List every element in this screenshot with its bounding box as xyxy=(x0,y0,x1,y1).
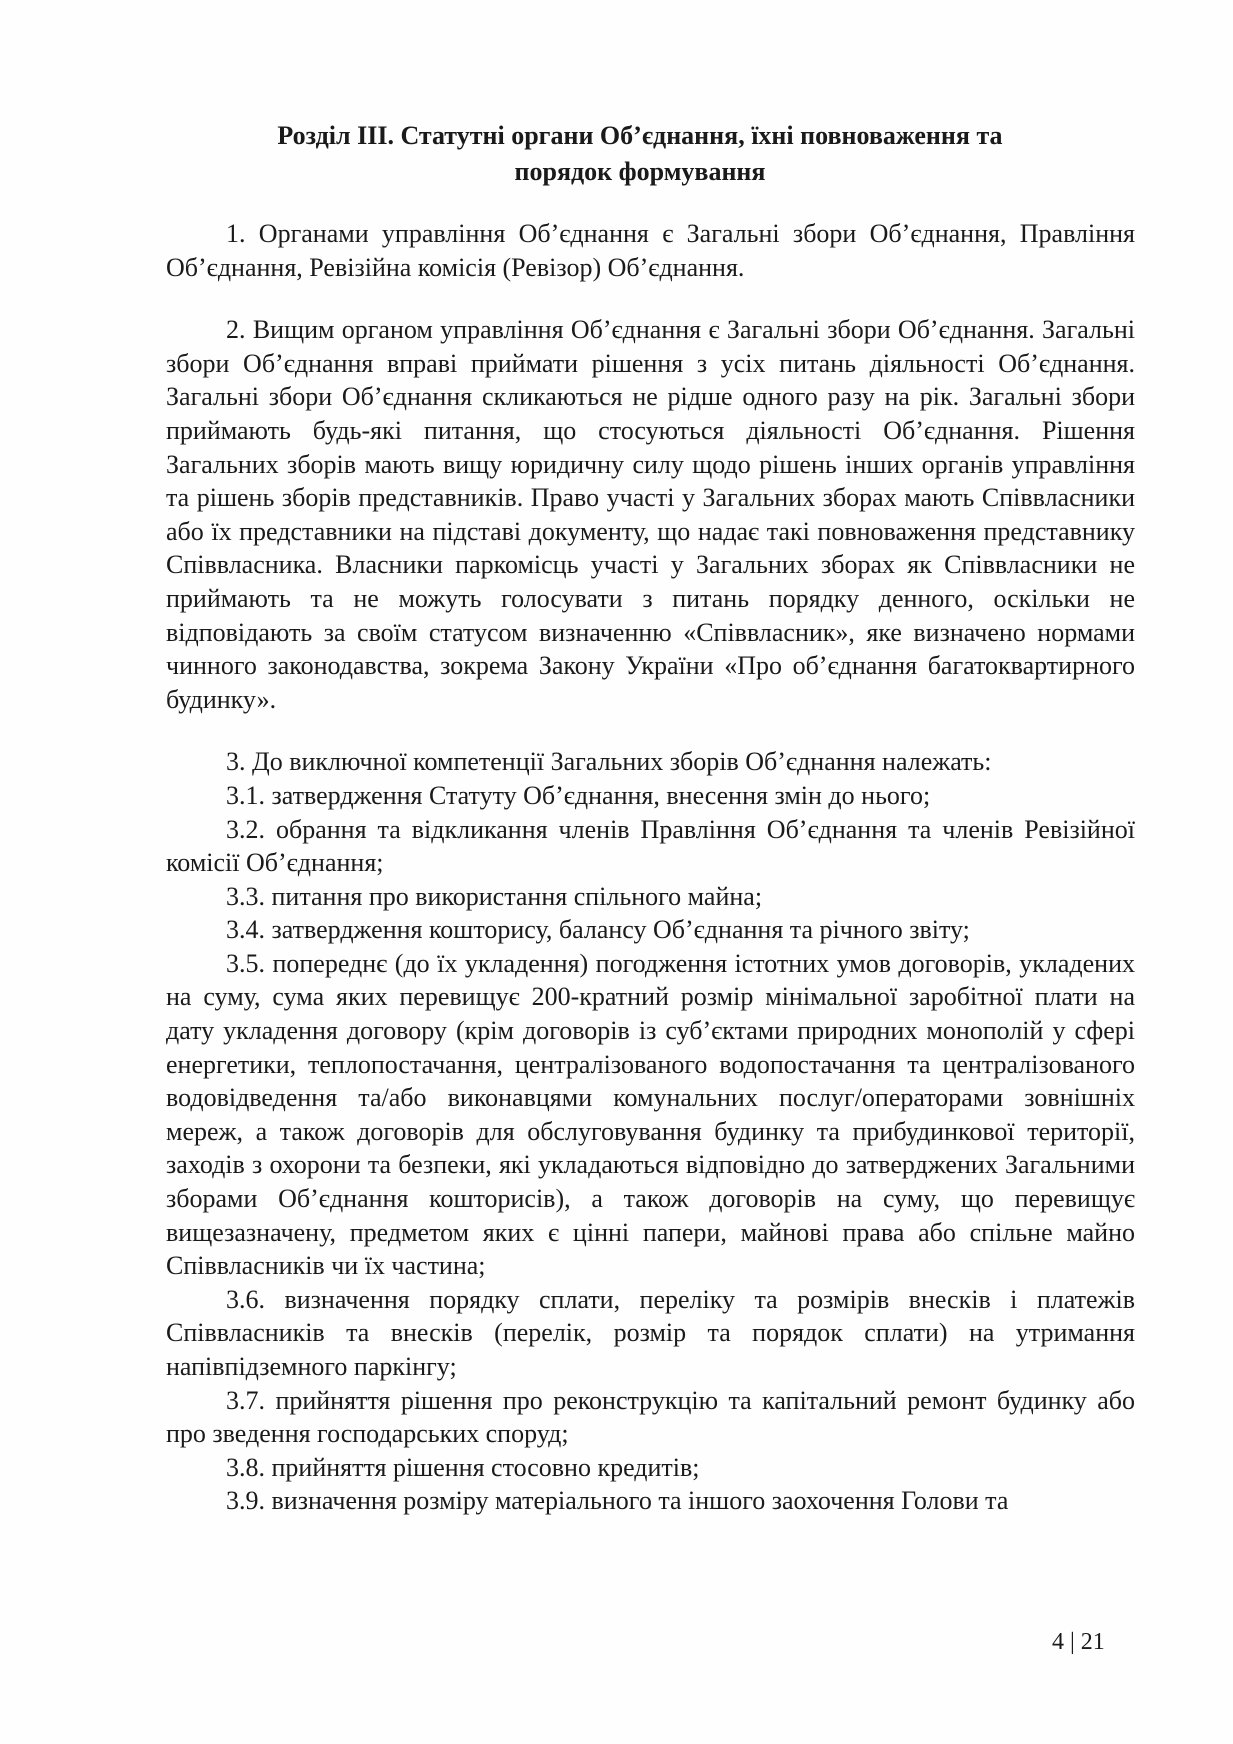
paragraph-3-6: 3.6. визначення порядку сплати, переліку та розмірів внесків і платежів Співвласників та внесків (перелік, розмір та порядок сплати) на утримання напівпідземного паркінгу; xyxy=(166,1284,1135,1381)
paragraph-1: 1. Органами управління Об’єднання є Загальні збори Об’єднання, Правління Об’єднання, Ревізійна комісія (Ревізор) Об’єднання. xyxy=(166,219,1135,282)
paragraph-3-2: 3.2. обрання та відкликання членів Правління Об’єднання та членів Ревізійної комісії Об’єднання; xyxy=(166,814,1135,878)
paragraph-3: 3. До виключної компетенції Загальних зборів Об’єднання належать: xyxy=(226,747,992,777)
paragraph-3-4: 3.4. затвердження кошторису, балансу Об’єднання та річного звіту; xyxy=(226,915,970,945)
document-body xyxy=(166,217,1135,1518)
paragraph-3-5: 3.5. попереднє (до їх укладення) погодження істотних умов договорів, укладених на суму, сума яких перевищує 200-кратний розмір мінімальної заробітної плати на дату укладення договору (крім договорів із суб’єктами природних монополій у сфері енергетики, теплопостачання, централізованого водопостачання та централізованого водовідведення та/або виконавцями комунальних послуг/операторами зовнішніх мереж, а також договорів для обслуговування будинку та прибудинкової території, заходів з охорони та безпеки, які укладаються відповідно до затверджених Загальними зборами Об’єднання кошторисів), а також договорів на суму, що перевищує вищезазначену, предметом яких є цінні папери, майнові права або спільне майно Співвласників чи їх частина; xyxy=(166,948,1135,1281)
section-title-line-1: Розділ III. Статутні органи Об’єднання, їхні повноваження та xyxy=(277,121,1003,150)
paragraph-3-1: 3.1. затвердження Статуту Об’єднання, внесення змін до нього; xyxy=(226,780,931,810)
page-number: 4 | 21 xyxy=(1052,1629,1105,1655)
section-title xyxy=(150,118,1130,190)
paragraph-3-9: 3.9. визначення розміру матеріального та іншого заохочення Голови та xyxy=(226,1486,1009,1516)
paragraph-3-7: 3.7. прийняття рішення про реконструкцію та капітальний ремонт будинку або про зведення господарських споруд; xyxy=(166,1385,1135,1449)
paragraph-3-8: 3.8. прийняття рішення стосовно кредитів; xyxy=(226,1452,700,1482)
paragraph-2: 2. Вищим органом управління Об’єднання є Загальні збори Об’єднання. Загальні збори Об’єднання вправі приймати рішення з усіх питань діяльності Об’єднання. Загальні збори Об’єднання скликаються не рідше одного разу на рік. Загальні збори приймають будь-які питання, що стосуються діяльності Об’єднання. Рішення Загальних зборів мають вищу юридичну силу щодо рішень інших органів управління та рішень зборів представників. Право участі у Загальних зборах мають Співвласники або їх представники на підставі документу, що надає такі повноваження представнику Співвласника. Власники паркомісць участі у Загальних зборах як Співвласники не приймають та не можуть голосувати з питань порядку денного, оскільки не відповідають за своїм статусом визначенню «Співвласник», яке визначено нормами чинного законодавства, зокрема Закону України «Про об’єднання багатоквартирного будинку». xyxy=(166,315,1135,714)
section-title-line-2: порядок формування xyxy=(514,157,766,186)
paragraph-3-3: 3.3. питання про використання спільного майна; xyxy=(226,881,763,911)
